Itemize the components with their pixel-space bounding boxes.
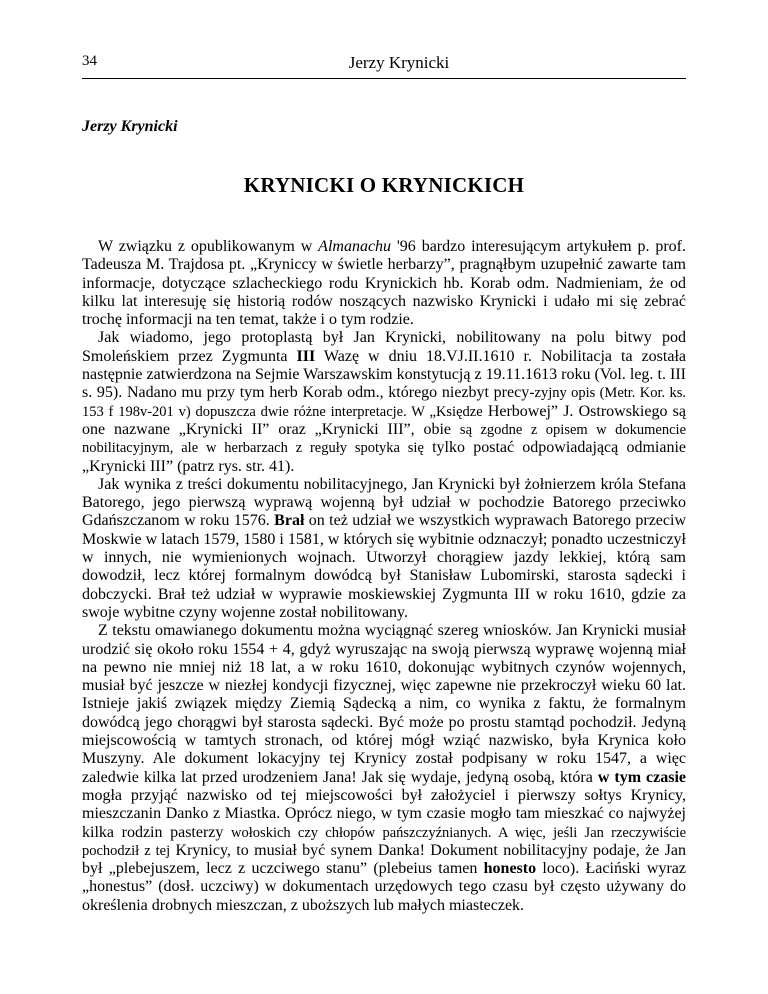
text-run: zyjny opis (Metr. Kor. ks. 153 f 198v-201 v) dopuszcza dwie różne interpretacje. W „Księdze (82, 385, 686, 420)
bold-text: Brał (274, 512, 305, 530)
text-run: on też udział we wszystkich wyprawach Batorego przeciw Moskwie w latach 1579, 1580 i 1581, w których się wybitnie odznaczył; ponadto uczestniczył w innych, nie wymienionych wojnach. Utworzył chorągiew jazdy lekkiej, którą sam dowodził, lecz której formalnym dowódcą był Stanisław Lubomirski, starosta sądecki i dobczycki. Brał też udział w wyprawie moskiewskiej Zygmunta III w roku 1610, gdzie za swoje wybitne czyny wojenne został nobilitowany. (82, 512, 686, 621)
article-title: KRYNICKI O KRYNICKICH (243, 173, 525, 197)
bold-text: w tym czasie (597, 768, 686, 786)
text-run: Wazę w dniu 18.VJ.II.1610 r. Nobilitacja ta została następnie zatwierdzona na Sejmie Warszawskim konstytucją z 19.11.1613 roku (Vol. leg. t. III s. 95). Nadano mu przy tym herb Korab odm., którego niezbyt precy- (82, 347, 686, 402)
bold-text: III (296, 347, 316, 365)
text-run: mogła przyjąć nazwisko od tej miejscowości był założyciel i pierwszy sołtys Krynicy, mieszczanin Danko z Miastka. Oprócz niego, w tym czasie mogło tam mieszkać co najwyżej kilka rodzin pasterzy (82, 786, 686, 841)
text-run: loco). Łaciński wyraz „honestus” (dosł. uczciwy) w dokumentach urzędowych tego czasu był często używany do określenia drobnych mieszczan, z uboższych lub małych miasteczek. (82, 860, 686, 914)
text-run: wołoskich czy chłopów pańszczyźnianych. A więc, jeśli Jan rzeczywiście pochodził z tej (82, 824, 686, 859)
paragraph (82, 476, 686, 622)
italic-text: Almanachu (318, 238, 392, 255)
text-run: tylko postać odpowiadającą odmianie „Krynicki III” (patrz rys. str. 41). (82, 439, 686, 475)
text-run: Jak wynika z treści dokumentu nobilitacyjnego, Jan Krynicki był żołnierzem króla Stefana Batorego, jego pierwszą wyprawą wojenną był udział w pochodzie Batorego przeciwko Gdańszczanom w roku 1576. (82, 475, 686, 530)
article-author: Jerzy Krynicki (82, 118, 178, 135)
text-run: Z tekstu omawianego dokumentu można wyciągnąć szereg wniosków. Jan Krynicki musiał urodzić się około roku 1554 + 4, gdyż wyruszając na swoją pierwszą wyprawę wojenną miał na pewno nie mniej niż 18 lat, a w roku 1610, dokonując wybitnych czynów wojennych, musiał być jeszcze w niezłej kondycji fizycznej, więc zapewne nie przekroczył wieku 60 lat. Istnieje jakiś związek między Ziemią Sądecką a nim, co wynika z faktu, że formalnym dowódcą jego chorągwi był starosta sądecki. Być może po prostu stamtąd pochodził. Jedyną miejscowością w tamtych stronach, od której mógł wziąć nazwisko, była Krynica koło Muszyny. Ale dokument lokacyjny tej Krynicy został podpisany w roku 1547, a więc zaledwie kilka lat przed urodzeniem Jana! Jak się wydaje, jedyną osobą, która (82, 622, 686, 786)
text-run: W związku z opublikowanym w (98, 238, 319, 255)
text-run: '96 bardzo interesującym artykułem p. prof. Tadeusza M. Trajdosa pt. „Kryniccy w świetle herbarzy”, pragnąłbym uzupełnić zawarte tam informacje, dotyczące szlacheckiego rodu Krynickich hb. Korab odm. Nadmieniam, że od kilku lat interesuję się historią rodów noszących nazwisko Krynicki i udało mi się zebrać trochę informacji na ten temat, także i o tym rodzie. (82, 238, 687, 329)
running-title: Jerzy Krynicki (348, 53, 450, 72)
text-run: Krynicy, to musiał być synem Danka! Dokument nobilitacyjny podaje, że Jan był „plebejuszem, lecz z uczciwego stanu” (plebeius tamen (82, 841, 687, 878)
paragraph (82, 238, 686, 329)
paragraph (82, 329, 686, 475)
article-body (82, 238, 686, 915)
bold-text: honesto (483, 860, 537, 878)
paragraph (82, 622, 686, 915)
page-number: 34 (82, 53, 97, 69)
text-run: Jak wiadomo, jego protoplastą był Jan Krynicki, nobilitowany na polu bitwy pod Smoleńskiem przez Zygmunta (82, 329, 686, 365)
text-run: są zgodne z opisem w dokumencie nobilitacyjnym, ale w herbarzach z reguły spotyka się (82, 421, 687, 457)
header-rule (82, 78, 686, 79)
page-header (82, 53, 686, 73)
text-run: Herbowej” J. Ostrowskiego są one nazwane „Krynicki II” oraz „Krynicki III”, obie (82, 402, 686, 438)
